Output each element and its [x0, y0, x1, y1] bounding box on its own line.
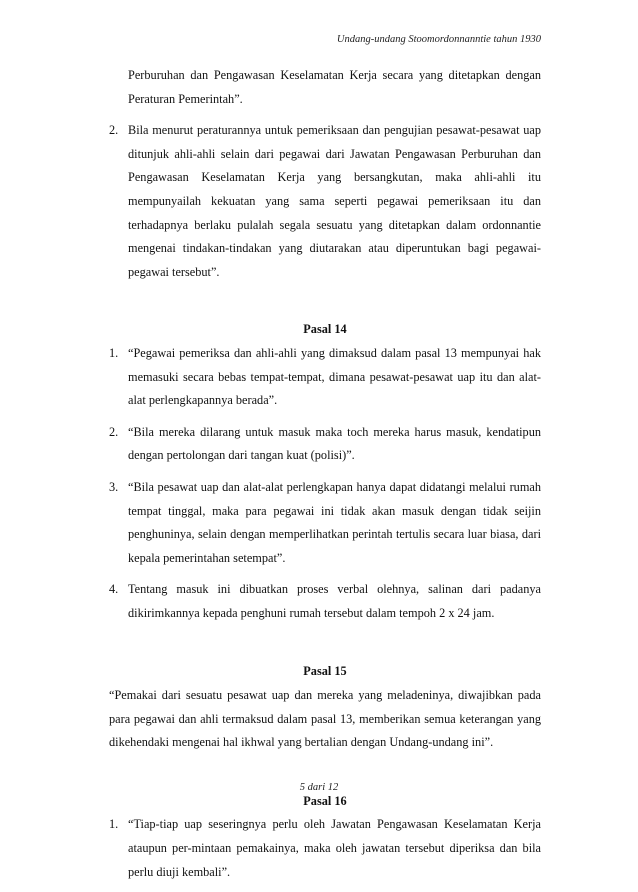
item-text: “Bila pesawat uap dan alat-alat perlengkapan hanya dapat didatangi melalui rumah tempat tinggal, maka para pegawai ini tidak akan masuk dengan tidak seijin penghuninya, selain dengan memperlihatkan perintah tertulis secara luar biasa, dari kepala pemerintahan setempat”.: [128, 479, 541, 565]
pasal16-item-1: [109, 813, 541, 884]
pasal14-item-4: [109, 578, 541, 625]
item-text: “Tiap-tiap uap seseringnya perlu oleh Jawatan Pengawasan Keselamatan Kerja ataupun per-mintaan pemakainya, maka oleh jawatan tersebut diperiksa dan bila perlu diuji kembali”.: [128, 817, 541, 879]
item-number: 1.: [109, 345, 119, 360]
document-header: Undang-undang Stoomordonnanntie tahun 1930: [336, 34, 541, 45]
item-text: “Pegawai pemeriksa dan ahli-ahli yang dimaksud dalam pasal 13 mempunyai hak memasuki secara bebas tempat-tempat, dimana pesawat-pesawat uap itu dan alat-alat perlengkapannya berada”.: [128, 345, 541, 408]
pasal16-heading: Pasal 16: [303, 793, 347, 808]
pasal15-heading: Pasal 15: [303, 664, 347, 679]
document-body: [109, 64, 541, 892]
item-number: 4.: [109, 582, 119, 597]
pasal14-heading: Pasal 14: [303, 322, 347, 337]
item-number: 1.: [109, 817, 119, 832]
page-number: 5 dari 12: [299, 782, 339, 793]
pasal14-item-3: [109, 476, 541, 570]
continuation-paragraph: Perburuhan dan Pengawasan Keselamatan Kerja secara yang ditetapkan dengan Peraturan Pemerintah”.: [128, 68, 541, 106]
item-number: 2.: [109, 424, 119, 439]
item-number: 2.: [109, 123, 119, 138]
pasal14-item-2: [109, 421, 541, 468]
item-text: Tentang masuk ini dibuatkan proses verbal olehnya, salinan dari padanya dikirimkannya kepada penghuni rumah tersebut dalam tempoh 2 x 24 jam.: [128, 582, 541, 620]
pasal15-text: “Pemakai dari sesuatu pesawat uap dan mereka yang meladeninya, diwajibkan pada para pegawai dan ahli termaksud dalam pasal 13, memberikan semua keterangan yang dikehendaki mengenai hal ikhwal yang bertalian dengan Undang-undang ini”.: [109, 688, 541, 750]
item-text: “Bila mereka dilarang untuk masuk maka toch mereka harus masuk, kendatipun dengan pertolongan dari tangan kuat (polisi)”.: [128, 424, 541, 463]
item-number: 3.: [109, 479, 119, 494]
pasal13-item-2: [109, 119, 541, 284]
pasal14-item-1: [109, 342, 541, 413]
item-text: Bila menurut peraturannya untuk pemeriksaan dan pengujian pesawat-pesawat uap ditunjuk ahli-ahli selain dari pegawai dari Jawatan Pengawasan Perburuhan dan Pengawasan Keselamatan Kerja yang bersangkutan, maka ahli-ahli itu mempunyailah kekuatan yang sama seperti pegawai pemeriksaan itu dan terhadapnya berlaku pulalah segala sesuatu yang ditetapkan dalam ordonnantie mengenai tindakan-tindakan yang diutarakan atau diperuntukan bagi pegawai-pegawai tersebut”.: [128, 123, 541, 279]
